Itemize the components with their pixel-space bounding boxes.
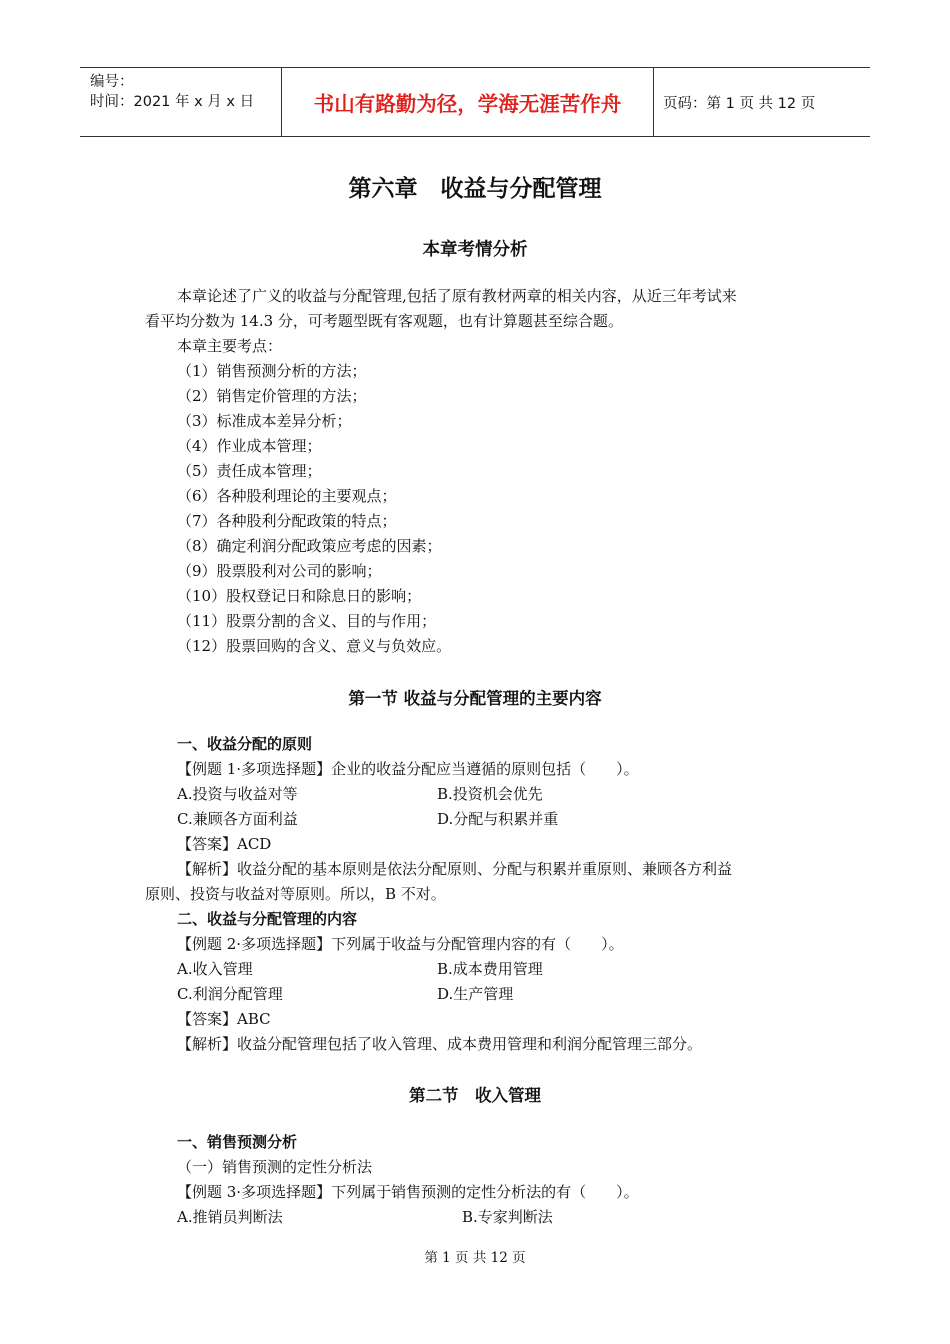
q2-option-a: A.收入管理 (177, 960, 253, 978)
q2-answer: 【答案】ABC (177, 1010, 271, 1028)
page-indicator: 页码：第 1 页 共 12 页 (663, 95, 816, 112)
q1-options-row (145, 782, 825, 807)
q1-option-a: A.投资与收益对等 (177, 785, 298, 803)
section2-sub1a: （一）销售预测的定性分析法 (177, 1158, 373, 1176)
intro-block (145, 284, 825, 659)
section1-title: 第一节 收益与分配管理的主要内容 (348, 689, 602, 708)
q2-options-row (145, 957, 825, 982)
section2-sub1: 一、销售预测分析 (177, 1133, 298, 1151)
point-item: （12）股票回购的含义、意义与负效应。 (177, 637, 452, 655)
q3-option-a: A.推销员判断法 (177, 1208, 283, 1226)
analysis-title: 本章考情分析 (422, 240, 528, 260)
points-heading: 本章主要考点： (177, 337, 283, 355)
point-item: （5）责任成本管理； (177, 462, 322, 480)
q1-option-d: D.分配与积累并重 (437, 810, 559, 828)
intro-line: 本章论述了广义的收益与分配管理,包括了原有教材两章的相关内容，从近三年考试来 (177, 287, 737, 305)
point-item: （7）各种股利分配政策的特点； (177, 512, 397, 530)
q1-option-b: B.投资机会优先 (437, 785, 543, 803)
q1-explanation: 【解析】收益分配的基本原则是依法分配原则、分配与积累并重原则、兼顾各方利益 (177, 860, 733, 878)
point-item: （1）销售预测分析的方法； (177, 362, 367, 380)
question-3: 【例题 3·多项选择题】下列属于销售预测的定性分析法的有（ ）。 (177, 1183, 639, 1201)
point-item: （8）确定利润分配政策应考虑的因素； (177, 537, 442, 555)
section2-block (145, 1130, 825, 1230)
q3-options-row (145, 1205, 825, 1230)
q1-answer: 【答案】ACD (177, 835, 272, 853)
intro-line: 看平均分数为 14.3 分，可考题型既有客观题，也有计算题甚至综合题。 (145, 312, 623, 330)
motto: 书山有路勤为径，学海无涯苦作舟 (282, 68, 654, 136)
q2-option-b: B.成本费用管理 (437, 960, 543, 978)
q1-options-row (145, 807, 825, 832)
q2-option-d: D.生产管理 (437, 985, 514, 1003)
header-meta (80, 68, 282, 136)
q1-option-c: C.兼顾各方面利益 (177, 810, 298, 828)
point-item: （10）股权登记日和除息日的影响； (177, 587, 422, 605)
section1-block (145, 732, 825, 1057)
chapter-title: 第六章 收益与分配管理 (348, 176, 602, 202)
point-item: （6）各种股利理论的主要观点； (177, 487, 397, 505)
time-label: 时间：2021 年 x 月 x 日 (90, 94, 255, 110)
point-item: （9）股票股利对公司的影响； (177, 562, 382, 580)
serial-label: 编号： (90, 74, 134, 90)
q2-option-c: C.利润分配管理 (177, 985, 283, 1003)
page-footer: 第 1 页 共 12 页 (424, 1250, 526, 1266)
q1-explanation-cont: 原则、投资与收益对等原则。所以，B 不对。 (145, 885, 446, 903)
point-item: （3）标准成本差异分析； (177, 412, 352, 430)
question-1: 【例题 1·多项选择题】企业的收益分配应当遵循的原则包括（ ）。 (177, 760, 639, 778)
point-item: （2）销售定价管理的方法； (177, 387, 367, 405)
section1-sub1: 一、收益分配的原则 (177, 735, 313, 753)
point-item: （11）股票分割的含义、目的与作用； (177, 612, 437, 630)
document-header (80, 67, 870, 137)
q2-explanation: 【解析】收益分配管理包括了收入管理、成本费用管理和利润分配管理三部分。 (177, 1035, 703, 1053)
question-2: 【例题 2·多项选择题】下列属于收益与分配管理内容的有（ ）。 (177, 935, 624, 953)
section1-sub2: 二、收益与分配管理的内容 (177, 910, 358, 928)
section2-title: 第二节 收入管理 (409, 1086, 541, 1105)
q3-option-b: B.专家判断法 (462, 1208, 553, 1226)
point-item: （4）作业成本管理； (177, 437, 322, 455)
q2-options-row (145, 982, 825, 1007)
